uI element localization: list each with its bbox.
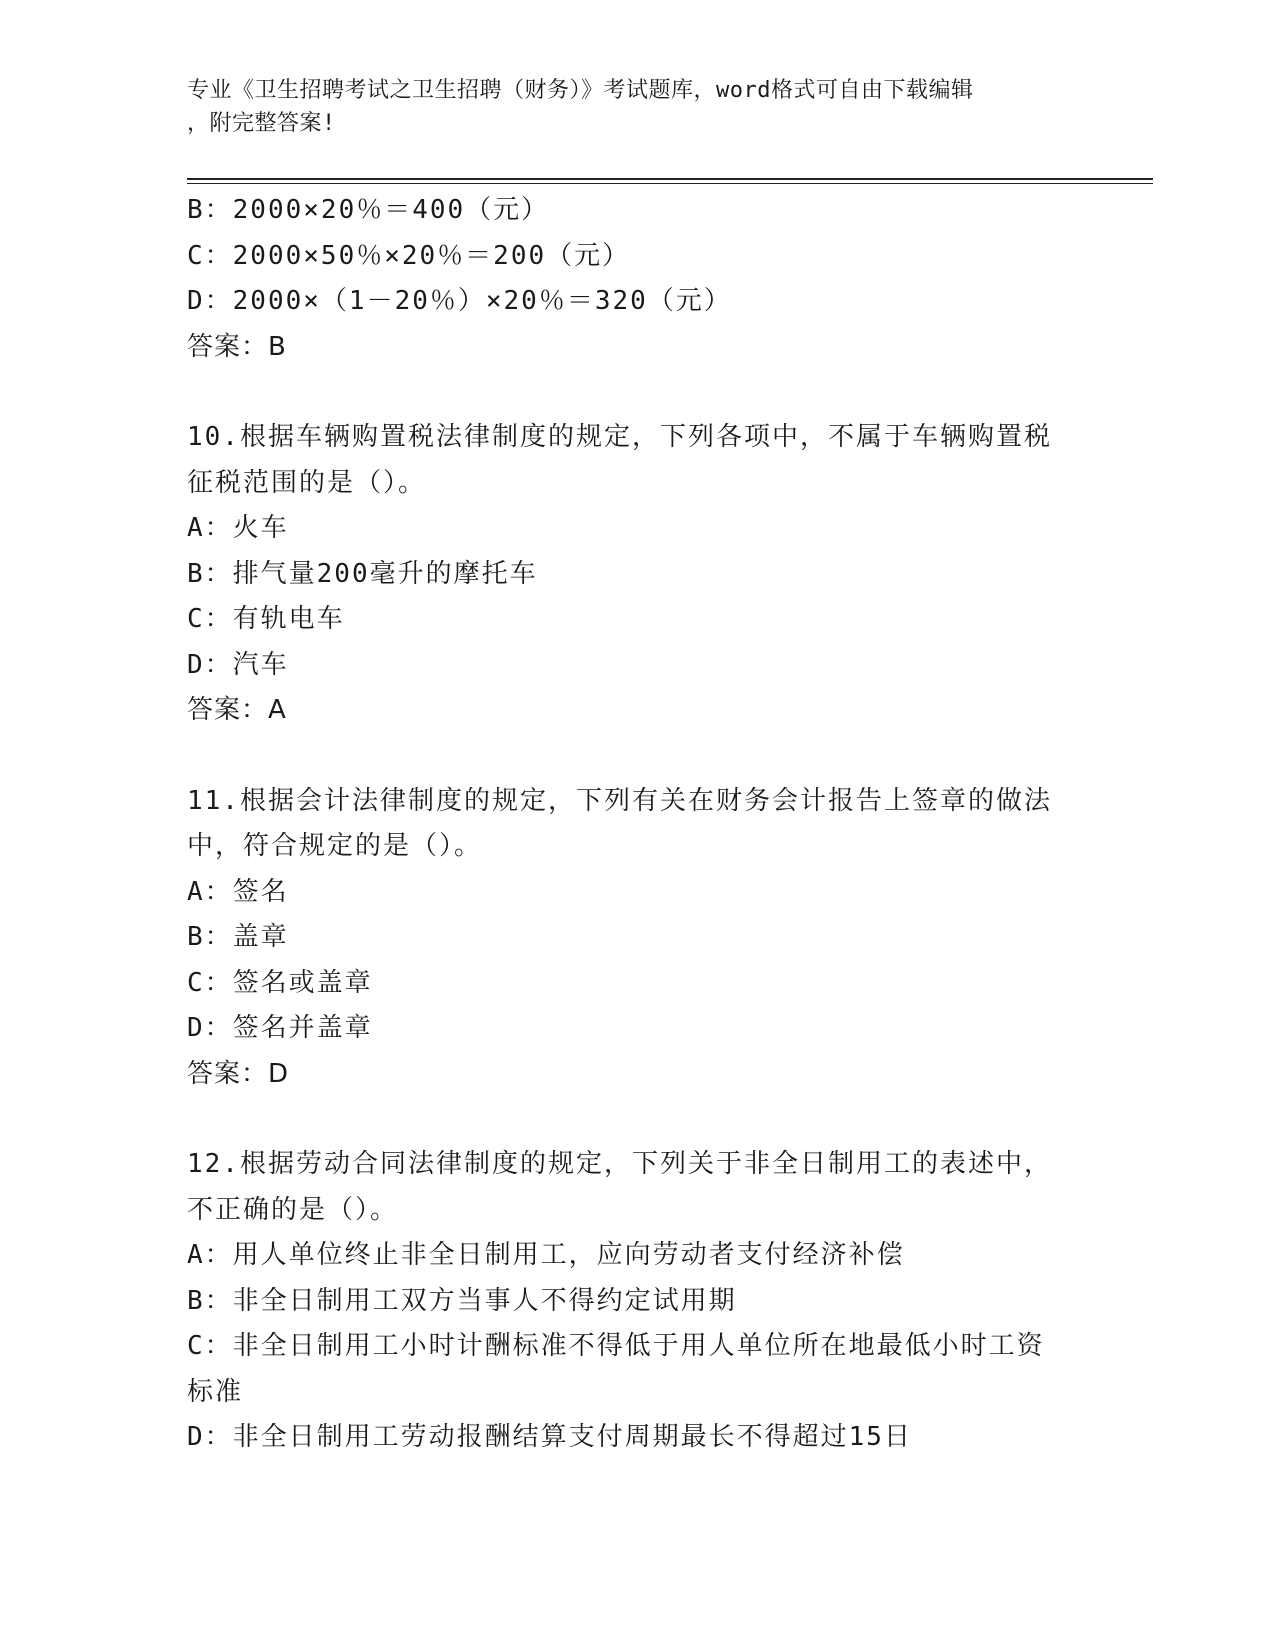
option-b: B：2000×20％＝400（元）: [187, 195, 550, 225]
question-9: [187, 188, 1087, 370]
option-c-line-2: 标准: [187, 1376, 244, 1407]
question-11: [187, 779, 1087, 1098]
answer: 答案：D: [187, 1058, 290, 1089]
option-d: D：2000×（1－20％）×20％＝320（元）: [187, 286, 732, 316]
question-12: [187, 1142, 1087, 1461]
option-d: D：非全日制用工劳动报酬结算支付周期最长不得超过15日: [187, 1422, 912, 1452]
spacer: [187, 1097, 1087, 1142]
answer: 答案：B: [187, 331, 287, 362]
option-b: B：排气量200毫升的摩托车: [187, 558, 538, 589]
option-a: A：火车: [187, 513, 289, 543]
option-b: B：非全日制用工双方当事人不得约定试用期: [187, 1285, 737, 1316]
option-d: D：汽车: [187, 649, 289, 680]
question-text-line-1: 11.根据会计法律制度的规定，下列有关在财务会计报告上签章的做法: [187, 785, 1052, 816]
question-list: [187, 188, 1087, 1461]
option-a: A：用人单位终止非全日制用工，应向劳动者支付经济补偿: [187, 1240, 905, 1270]
option-c-line-1: C：非全日制用工小时计酬标准不得低于用人单位所在地最低小时工资: [187, 1331, 1045, 1361]
question-10: [187, 415, 1087, 734]
question-text-line-1: 10.根据车辆购置税法律制度的规定，下列各项中，不属于车辆购置税: [187, 422, 1052, 452]
option-c: C：有轨电车: [187, 604, 345, 634]
option-c: C：签名或盖章: [187, 967, 373, 998]
question-text-line-2: 不正确的是（）。: [187, 1194, 399, 1225]
header-line-1: 专业《卫生招聘考试之卫生招聘（财务）》考试题库，word格式可自由下载编辑: [187, 78, 974, 103]
option-c: C：2000×50％×20％＝200（元）: [187, 240, 631, 271]
question-text-line-1: 12.根据劳动合同法律制度的规定，下列关于非全日制用工的表述中，: [187, 1149, 1052, 1179]
page-header: [187, 74, 1067, 140]
question-text-line-2: 征税范围的是（）。: [187, 467, 427, 498]
answer: 答案：A: [187, 695, 287, 725]
header-divider: [187, 178, 1153, 184]
spacer: [187, 734, 1087, 779]
header-line-2: ，附完整答案!: [187, 111, 336, 136]
option-a: A：签名: [187, 876, 289, 907]
option-b: B：盖章: [187, 922, 289, 952]
option-d: D：签名并盖章: [187, 1013, 373, 1043]
spacer: [187, 370, 1087, 415]
question-text-line-2: 中，符合规定的是（）。: [187, 831, 483, 861]
